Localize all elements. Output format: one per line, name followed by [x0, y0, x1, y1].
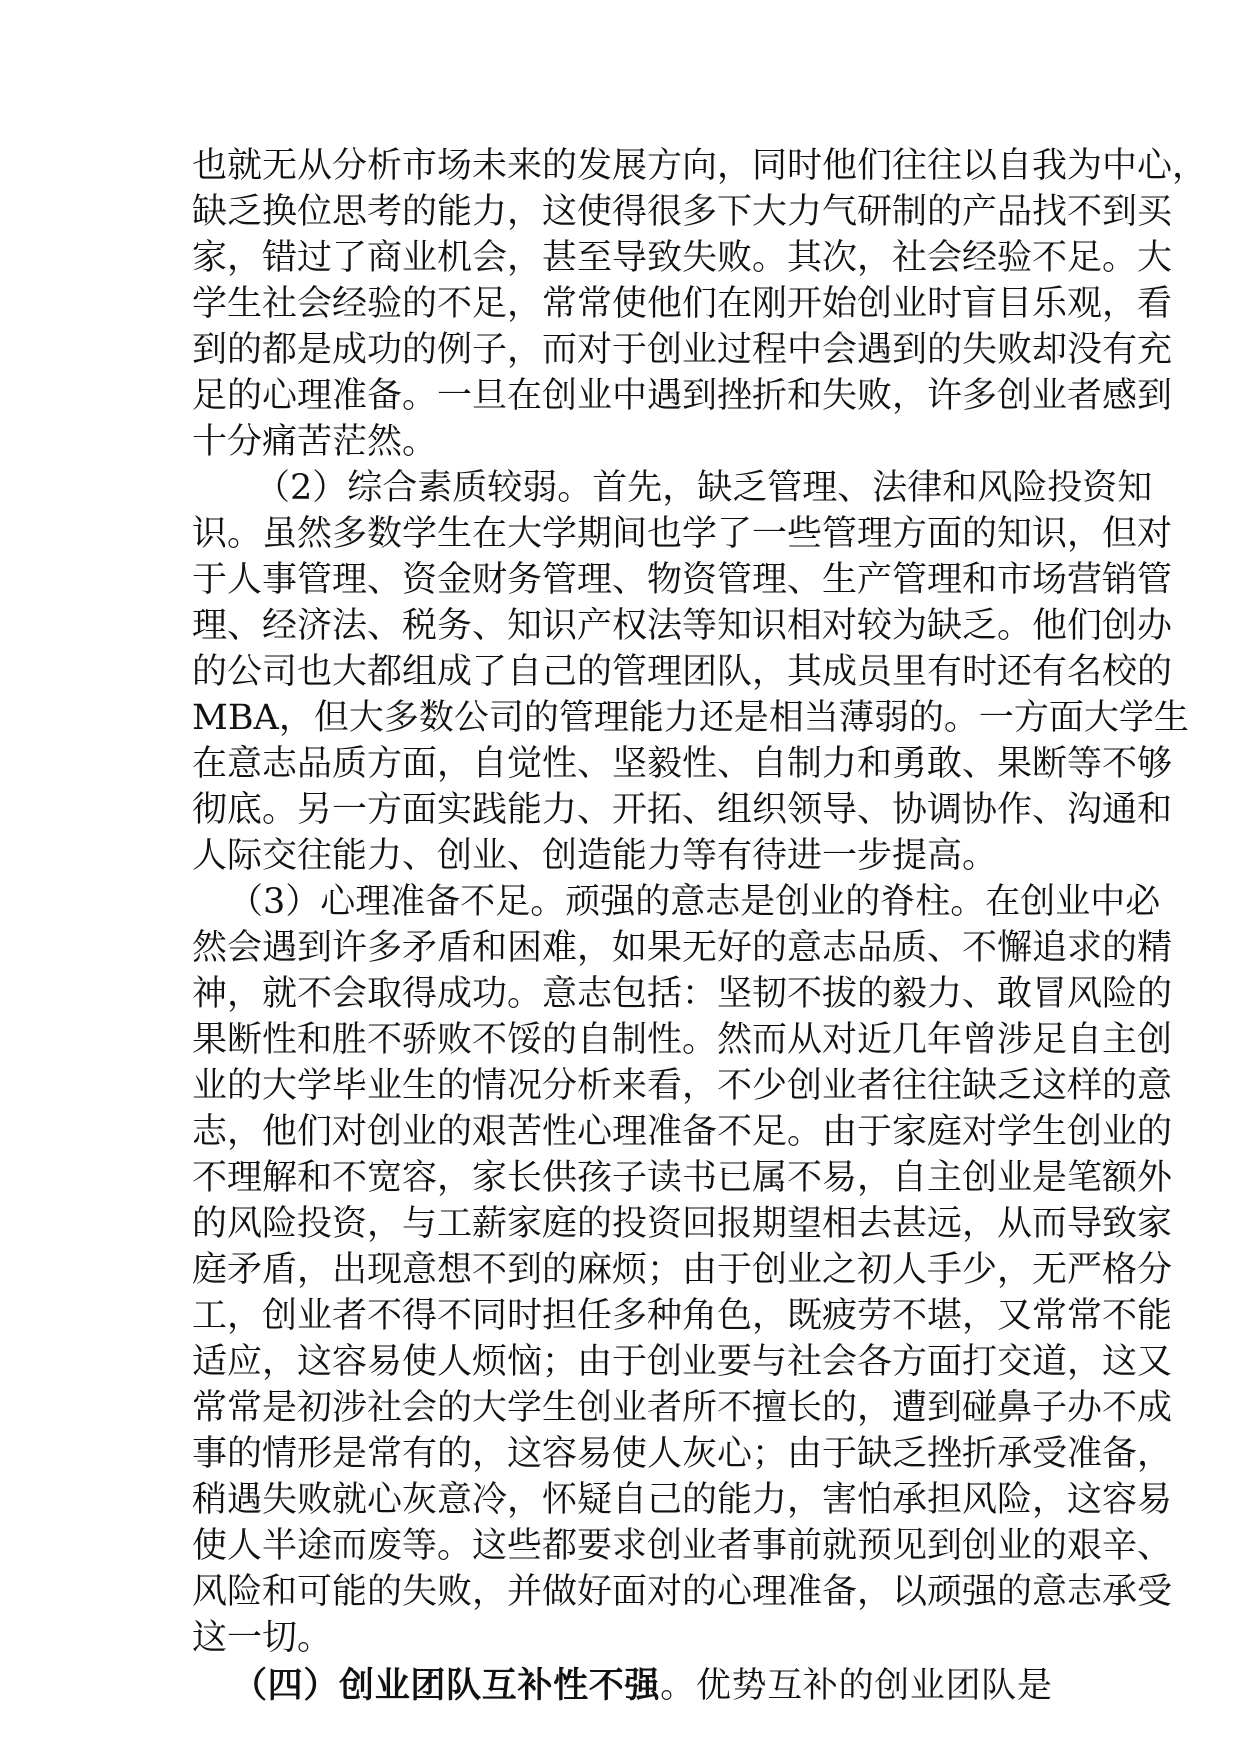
body-text-line: 工，创业者不得不同时担任多种角色，既疲劳不堪，又常常不能: [192, 1296, 1173, 1336]
body-text-line: 到的都是成功的例子，而对于创业过程中会遇到的失败却没有充: [192, 330, 1173, 370]
body-text-line: 不理解和不宽容，家长供孩子读书已属不易，自主创业是笔额外: [192, 1158, 1173, 1198]
body-text-line: 果断性和胜不骄败不馁的自制性。然而从对近几年曾涉足自主创: [192, 1020, 1173, 1060]
body-text-line: 的公司也大都组成了自己的管理团队，其成员里有时还有名校的: [192, 652, 1173, 692]
body-text-line: 理、经济法、税务、知识产权法等知识相对较为缺乏。他们创办: [192, 606, 1173, 646]
body-text-line: 也就无从分析市场未来的发展方向，同时他们往往以自我为中心，: [192, 146, 1208, 186]
body-text-line: 适应，这容易使人烦恼；由于创业要与社会各方面打交道，这又: [192, 1342, 1173, 1382]
section-heading-line: [232, 1664, 1052, 1708]
body-text: 。首先，缺乏管理、法律和风险投资知: [557, 468, 1153, 508]
body-text-line: MBA，但大多数公司的管理能力还是相当薄弱的。一方面大学生: [192, 698, 1189, 738]
paragraph-lead: （2）综合素质较弱: [255, 468, 558, 508]
body-text: 。优势互补的创业团队是: [660, 1666, 1052, 1706]
body-text-line: 彻底。另一方面实践能力、开拓、组织领导、协调协作、沟通和: [192, 790, 1173, 830]
body-text-line: 识。虽然多数学生在大学期间也学了一些管理方面的知识，但对: [192, 514, 1173, 554]
body-text-line: 业的大学毕业生的情况分析来看，不少创业者往往缺乏这样的意: [192, 1066, 1173, 1106]
body-text: 。顽强的意志是创业的脊柱。在创业中必: [530, 882, 1161, 922]
body-text-line: 在意志品质方面，自觉性、坚毅性、自制力和勇敢、果断等不够: [192, 744, 1173, 784]
body-text-line: 风险和可能的失败，并做好面对的心理准备，以顽强的意志承受: [192, 1572, 1173, 1612]
body-text-line: 志，他们对创业的艰苦性心理准备不足。由于家庭对学生创业的: [192, 1112, 1173, 1152]
body-text-line: 事的情形是常有的，这容易使人灰心；由于缺乏挫折承受准备，: [192, 1434, 1173, 1474]
body-text-line: 人际交往能力、创业、创造能力等有待进一步提高。: [192, 836, 998, 876]
body-text-line: 足的心理准备。一旦在创业中遇到挫折和失败，许多创业者感到: [192, 376, 1173, 416]
body-text-line: 然会遇到许多矛盾和困难，如果无好的意志品质、不懈追求的精: [192, 928, 1173, 968]
body-text-line: 常常是初涉社会的大学生创业者所不擅长的，遭到碰鼻子办不成: [192, 1388, 1173, 1428]
body-text-line: 十分痛苦茫然。: [192, 422, 438, 462]
body-text-line: 于人事管理、资金财务管理、物资管理、生产管理和市场营销管: [192, 560, 1173, 600]
body-text-line: 缺乏换位思考的能力，这使得很多下大力气研制的产品找不到买: [192, 192, 1173, 232]
body-text-line: 的风险投资，与工薪家庭的投资回报期望相去甚远，从而导致家: [192, 1204, 1173, 1244]
paragraph-first-line: [228, 880, 1161, 924]
body-text-line: 庭矛盾，出现意想不到的麻烦；由于创业之初人手少，无严格分: [192, 1250, 1173, 1290]
body-text-line: 这一切。: [192, 1618, 333, 1658]
body-text-line: 稍遇失败就心灰意冷，怀疑自己的能力，害怕承担风险，这容易: [192, 1480, 1173, 1520]
body-text-line: 使人半途而废等。这些都要求创业者事前就预见到创业的艰辛、: [192, 1526, 1173, 1566]
body-text-line: 学生社会经验的不足，常常使他们在刚开始创业时盲目乐观，看: [192, 284, 1173, 324]
paragraph-first-line: [255, 466, 1153, 510]
body-text-line: 神，就不会取得成功。意志包括：坚韧不拔的毅力、敢冒风险的: [192, 974, 1173, 1014]
paragraph-lead: （3）心理准备不足: [228, 882, 531, 922]
body-text-line: 家，错过了商业机会，甚至导致失败。其次，社会经验不足。大: [192, 238, 1173, 278]
section-heading: （四）创业团队互补性不强: [232, 1665, 661, 1706]
